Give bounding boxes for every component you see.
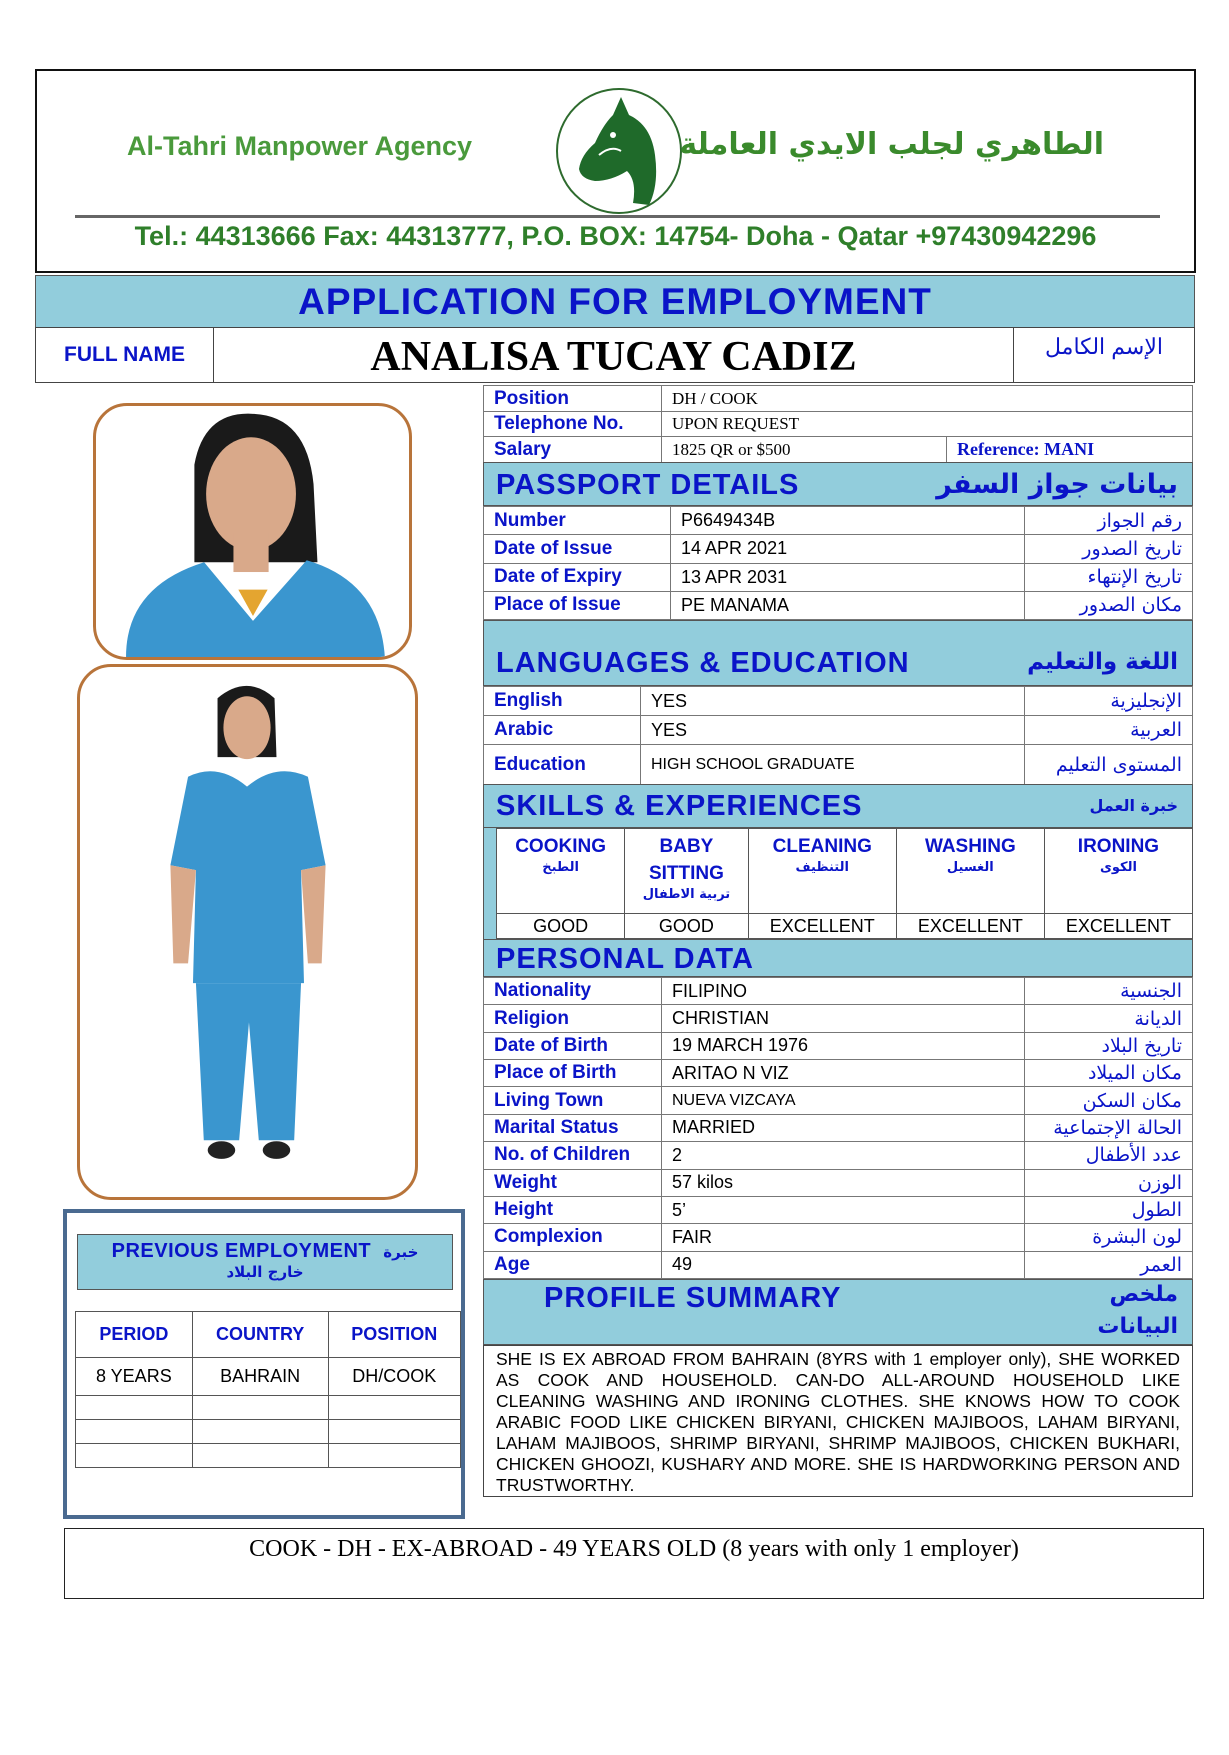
field-label-ar: مكان الميلاد	[1025, 1060, 1193, 1087]
skill-baby	[625, 829, 749, 914]
table-row	[484, 716, 1193, 745]
table-row	[484, 591, 1193, 619]
field-value: PE MANAMA	[671, 591, 1025, 619]
languages-table	[483, 686, 1193, 785]
divider	[75, 215, 1160, 218]
field-value: YES	[641, 687, 1025, 716]
table-cell: BAHRAIN	[192, 1358, 328, 1396]
field-label-ar: الإنجليزية	[1025, 687, 1193, 716]
position-label: Position	[484, 386, 662, 412]
agency-name-en: Al-Tahri Manpower Agency	[127, 131, 473, 161]
job-info-table	[483, 385, 1193, 463]
table-cell	[328, 1396, 460, 1420]
passport-header	[483, 462, 1193, 506]
field-value: ARITAO N VIZ	[662, 1060, 1025, 1087]
field-value: NUEVA VIZCAYA	[662, 1087, 1025, 1114]
table-cell	[192, 1396, 328, 1420]
table-row	[484, 1224, 1193, 1251]
field-label: Nationality	[484, 978, 662, 1005]
field-label-ar: مكان السكن	[1025, 1087, 1193, 1114]
skill-rating: EXCELLENT	[896, 914, 1044, 939]
languages-title: LANGUAGES & EDUCATION	[496, 647, 910, 679]
salary-label: Salary	[484, 437, 662, 463]
languages-header	[483, 620, 1193, 686]
field-label-ar: عدد الأطفال	[1025, 1142, 1193, 1169]
column-header: PERIOD	[76, 1312, 193, 1358]
agency-contact: Tel.: 44313666 Fax: 44313777, P.O. BOX: 14754- Doha - Qatar +97430942296	[134, 221, 1097, 251]
agency-name-ar: الطاهري لجلب الايدي العاملة	[679, 127, 1104, 162]
telephone-value: UPON REQUEST	[662, 412, 1193, 437]
profile-title-ar-2: البيانات	[1097, 1314, 1178, 1339]
field-value: HIGH SCHOOL GRADUATE	[641, 745, 1025, 785]
table-row	[484, 1251, 1193, 1278]
previous-employment-header	[77, 1234, 453, 1290]
skill-name-ar: الكوى	[1099, 860, 1137, 875]
field-value: 5’	[662, 1196, 1025, 1223]
field-label: English	[484, 687, 641, 716]
full-name-row	[35, 327, 1195, 383]
table-row	[484, 1169, 1193, 1196]
skill-cleaning	[748, 829, 896, 914]
passport-title: PASSPORT DETAILS	[496, 469, 800, 501]
field-label: Age	[484, 1251, 662, 1278]
person-portrait-icon	[96, 406, 409, 657]
previous-employment-title-ar-1: خبرة	[383, 1243, 419, 1261]
passport-table	[483, 506, 1193, 620]
telephone-label: Telephone No.	[484, 412, 662, 437]
field-value: P6649434B	[671, 507, 1025, 535]
table-row	[484, 507, 1193, 535]
field-value: FAIR	[662, 1224, 1025, 1251]
skill-name-ar: تربية الاطفال	[642, 887, 731, 902]
field-label-ar: لون البشرة	[1025, 1224, 1193, 1251]
skill-name: COOKING	[515, 836, 606, 857]
skills-title-ar: خبرة العمل	[1089, 796, 1178, 815]
horse-logo-icon	[551, 85, 687, 217]
portrait-photo	[93, 403, 412, 660]
field-value: 13 APR 2031	[671, 563, 1025, 591]
skill-rating: GOOD	[625, 914, 749, 939]
table-cell	[192, 1444, 328, 1468]
table-row	[76, 1420, 461, 1444]
field-label-ar: العمر	[1025, 1251, 1193, 1278]
field-label: Marital Status	[484, 1114, 662, 1141]
field-label: Education	[484, 745, 641, 785]
table-cell: 8 YEARS	[76, 1358, 193, 1396]
table-row	[76, 1358, 461, 1396]
field-label-ar: الديانة	[1025, 1005, 1193, 1032]
table-row	[484, 1114, 1193, 1141]
table-row	[484, 1005, 1193, 1032]
full-name-label: FULL NAME	[36, 328, 214, 382]
full-name-value: ANALISA TUCAY CADIZ	[214, 328, 1014, 382]
profile-header	[483, 1279, 1193, 1345]
skill-name-ar: الطبخ	[542, 860, 579, 875]
field-label-ar: رقم الجواز	[1025, 507, 1193, 535]
skill-name-ar: التنظيف	[795, 860, 849, 875]
table-cell	[328, 1444, 460, 1468]
previous-employment-table	[75, 1311, 461, 1468]
column-header: COUNTRY	[192, 1312, 328, 1358]
table-cell	[76, 1444, 193, 1468]
table-row	[484, 563, 1193, 591]
field-value: YES	[641, 716, 1025, 745]
field-label-ar: الجنسية	[1025, 978, 1193, 1005]
field-value: FILIPINO	[662, 978, 1025, 1005]
field-label: Complexion	[484, 1224, 662, 1251]
field-label: Height	[484, 1196, 662, 1223]
page-title: APPLICATION FOR EMPLOYMENT	[35, 275, 1195, 328]
field-label-ar: تاريخ البلاد	[1025, 1032, 1193, 1059]
field-label: Date of Issue	[484, 535, 671, 563]
field-label-ar: تاريخ الصدور	[1025, 535, 1193, 563]
personal-header	[483, 939, 1193, 977]
table-cell	[76, 1396, 193, 1420]
skill-name-ar: الغسيل	[946, 860, 994, 875]
skill-name: CLEANING	[772, 836, 872, 857]
skill-rating: EXCELLENT	[748, 914, 896, 939]
skill-cooking	[497, 829, 625, 914]
field-label: Number	[484, 507, 671, 535]
field-value: 2	[662, 1142, 1025, 1169]
skill-name: IRONING	[1077, 836, 1160, 857]
table-row	[76, 1396, 461, 1420]
profile-title-ar-1: ملخص	[1109, 1282, 1178, 1307]
table-row	[484, 1142, 1193, 1169]
field-label: Weight	[484, 1169, 662, 1196]
previous-employment-title-ar-2: خارج البلاد	[226, 1263, 304, 1281]
field-value: 49	[662, 1251, 1025, 1278]
salary-value: 1825 QR or $500	[662, 437, 947, 463]
letterhead	[35, 69, 1196, 273]
footer-summary: COOK - DH - EX-ABROAD - 49 YEARS OLD (8 years with only 1 employer)	[64, 1528, 1204, 1599]
field-label: Living Town	[484, 1087, 662, 1114]
field-label-ar: الوزن	[1025, 1169, 1193, 1196]
field-value: 19 MARCH 1976	[662, 1032, 1025, 1059]
field-label-ar: تاريخ الإنتهاء	[1025, 563, 1193, 591]
skill-washing	[896, 829, 1044, 914]
full-body-photo	[77, 664, 418, 1200]
previous-employment-box	[63, 1209, 465, 1519]
previous-employment-title: PREVIOUS EMPLOYMENT	[111, 1240, 372, 1262]
reference-value: Reference: MANI	[947, 437, 1193, 463]
field-value: 57 kilos	[662, 1169, 1025, 1196]
column-header: POSITION	[328, 1312, 460, 1358]
field-label-ar: المستوى التعليم	[1025, 745, 1193, 785]
field-label-ar: مكان الصدور	[1025, 591, 1193, 619]
table-cell	[328, 1420, 460, 1444]
skill-name: BABY	[659, 836, 714, 857]
field-value: 14 APR 2021	[671, 535, 1025, 563]
field-label-ar: الحالة الإجتماعية	[1025, 1114, 1193, 1141]
field-label: Date of Birth	[484, 1032, 662, 1059]
position-value: DH / COOK	[662, 386, 1193, 412]
field-value: MARRIED	[662, 1114, 1025, 1141]
skills-header	[483, 784, 1193, 828]
skills-title: SKILLS & EXPERIENCES	[496, 790, 863, 822]
skill-rating: GOOD	[497, 914, 625, 939]
table-row	[484, 687, 1193, 716]
table-row	[484, 1196, 1193, 1223]
skill-rating: EXCELLENT	[1044, 914, 1192, 939]
skills-grid	[483, 828, 1193, 939]
profile-title: PROFILE SUMMARY	[544, 1282, 842, 1314]
field-label: No. of Children	[484, 1142, 662, 1169]
personal-title: PERSONAL DATA	[496, 943, 754, 975]
profile-summary-text: SHE IS EX ABROAD FROM BAHRAIN (8YRS with 1 employer only), SHE WORKED AS COOK AND HOUSEHOLD. CAN-DO ALL-AROUND HOUSEHOLD LIKE CLEANING WASHING AND IRONING CLOTHES. SHE KNOWS HOW TO COOK ARABIC FOOD LIKE CHICKEN BIRYANI, CHICKEN MAJIBOOS, LAHAM BIRYANI, LAHAM MAJIBOOS, SHRIMP BIRYANI, SHRIMP MAJIBOOS, CHICKEN BUKHARI, CHICKEN GHOOZI, KUSHARY AND MORE. SHE IS HARDWORKING PERSON AND TRUSTWORTHY.	[483, 1345, 1193, 1497]
passport-title-ar: بيانات جواز السفر	[936, 469, 1178, 500]
field-label: Arabic	[484, 716, 641, 745]
full-name-label-ar: الإسم الكامل	[1045, 334, 1163, 359]
field-label: Place of Birth	[484, 1060, 662, 1087]
skill-ironing	[1044, 829, 1192, 914]
person-full-body-icon	[80, 667, 415, 1197]
table-row	[484, 745, 1193, 785]
table-row	[484, 1060, 1193, 1087]
languages-title-ar: اللغة والتعليم	[1027, 649, 1178, 675]
table-row	[76, 1444, 461, 1468]
table-cell: DH/COOK	[328, 1358, 460, 1396]
table-cell	[192, 1420, 328, 1444]
skill-name-2: SITTING	[648, 863, 724, 884]
table-row	[484, 978, 1193, 1005]
personal-table	[483, 977, 1193, 1279]
skill-name: WASHING	[924, 836, 1016, 857]
field-label-ar: العربية	[1025, 716, 1193, 745]
table-cell	[76, 1420, 193, 1444]
field-value: CHRISTIAN	[662, 1005, 1025, 1032]
field-label: Religion	[484, 1005, 662, 1032]
field-label: Date of Expiry	[484, 563, 671, 591]
field-label-ar: الطول	[1025, 1196, 1193, 1223]
field-label: Place of Issue	[484, 591, 671, 619]
table-row	[484, 1032, 1193, 1059]
table-row	[484, 535, 1193, 563]
table-row	[484, 1087, 1193, 1114]
